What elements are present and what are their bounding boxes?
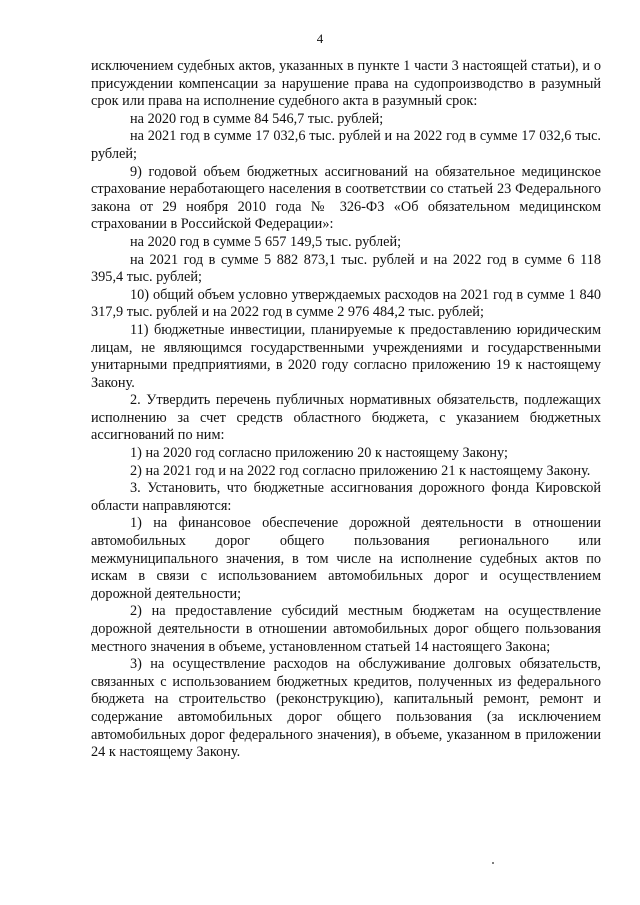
paragraph-section-2-item-1: 1) на 2020 год согласно приложению 20 к настоящему Закону; xyxy=(130,445,508,462)
paragraph-item-9-2020: на 2020 год в сумме 5 657 149,5 тыс. рублей; xyxy=(130,233,402,250)
page-number: 4 xyxy=(316,31,324,46)
paragraph-section-3-item-3: 3) на осуществление расходов на обслуживание долговых обязательств, связанных с использованием бюджетных кредитов, полученных из федерального бюджета на строительство (реконструкцию), капитальный ремонт, ремонт и содержание автомобильных дорог общего пользования (за исключением автомобильных дорог федерального значения), в объеме, указанном в приложении 24 к настоящему Закону. xyxy=(91,656,601,761)
paragraph-amount-2021-2022: на 2021 год в сумме 17 032,6 тыс. рублей и на 2022 год в сумме 17 032,6 тыс. рублей; xyxy=(91,128,601,162)
paragraph-section-3-item-2: 2) на предоставление субсидий местным бюджетам на осуществление дорожной деятельности в отношении автомобильных дорог общего пользования местного значения в объеме, установленном статьей 14 настоящего Закона; xyxy=(91,603,601,655)
paragraph-item-10: 10) общий объем условно утверждаемых расходов на 2021 год в сумме 1 840 317,9 тыс. рублей и на 2022 год в сумме 2 976 484,2 тыс. рублей; xyxy=(91,286,601,321)
paragraph-amount-2020: на 2020 год в сумме 84 546,7 тыс. рублей; xyxy=(130,110,384,127)
paragraph-item-9: 9) годовой объем бюджетных ассигнований на обязательное медицинское страхование неработающего населения в соответствии со статьей 23 Федерального закона от 29 ноября 2010 года № 326-ФЗ «Об обязательном медицинском страховании в Российской Федерации»: xyxy=(91,163,601,233)
paragraph-section-3-item-1: 1) на финансовое обеспечение дорожной деятельности в отношении автомобильных дорог общего пользования регионального или межмуниципального значения, в том числе на исполнение судебных актов по искам в связи с использованием автомобильных дорог и осуществлением дорожной деятельности; xyxy=(91,515,601,602)
paragraph-item-9-2021-2022: на 2021 год в сумме 5 882 873,1 тыс. рублей и на 2022 год в сумме 6 118 395,4 тыс. рублей; xyxy=(91,251,601,286)
paragraph-item-11: 11) бюджетные инвестиции, планируемые к предоставлению юридическим лицам, не являющимся государственными учреждениями и государственными унитарными предприятиями, в 2020 году согласно приложению 19 к настоящему Закону. xyxy=(91,321,601,391)
paragraph-section-3: 3. Установить, что бюджетные ассигнования дорожного фонда Кировской области направляются: xyxy=(91,480,601,514)
paragraph-section-2-item-2: 2) на 2021 год и на 2022 год согласно приложению 21 к настоящему Закону. xyxy=(130,462,591,479)
scan-speck xyxy=(492,862,494,864)
paragraph-section-2: 2. Утвердить перечень публичных нормативных обязательств, подлежащих исполнению за счет средств областного бюджета, с указанием бюджетных ассигнований по ним: xyxy=(91,392,601,444)
document-body xyxy=(91,58,601,762)
paragraph-continuation: исключением судебных актов, указанных в пункте 1 части 3 настоящей статьи), и о присуждении компенсации за нарушение права на судопроизводство в разумный срок или права на исполнение судебного акта в разумный срок: xyxy=(91,58,601,110)
